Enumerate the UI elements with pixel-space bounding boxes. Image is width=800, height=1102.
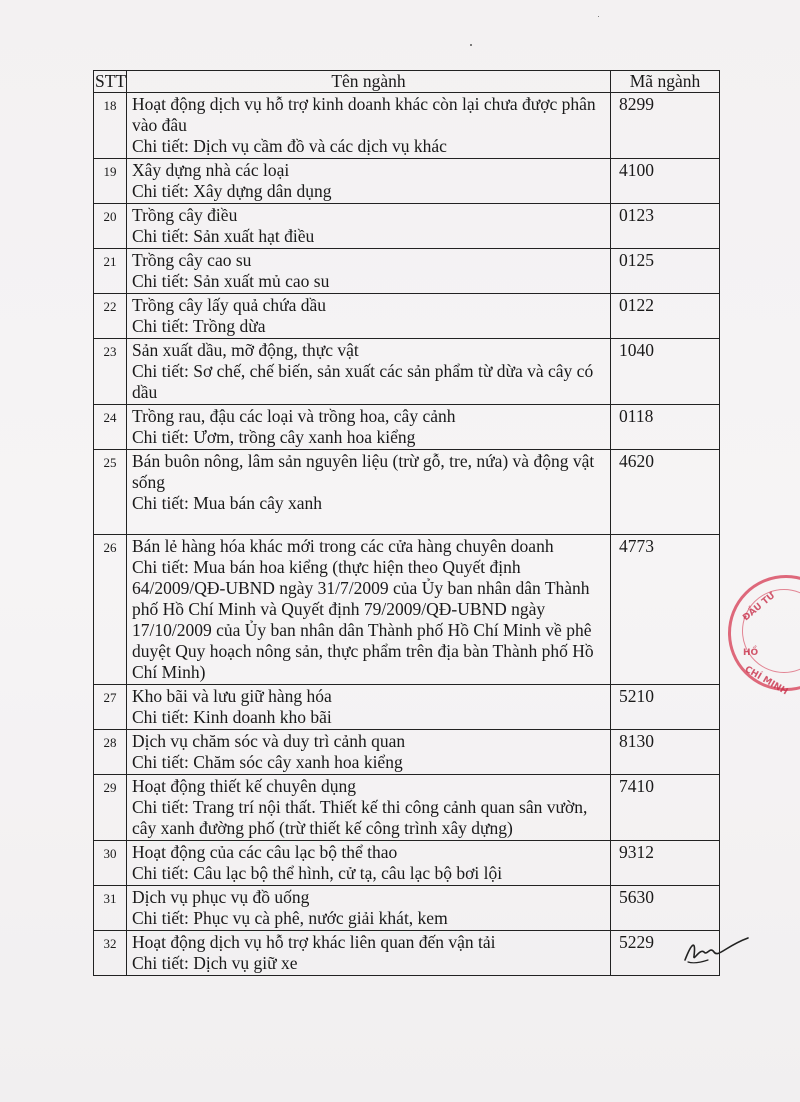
row-stt: 27 — [94, 685, 127, 730]
row-industry-name — [127, 931, 611, 976]
row-industry-name — [127, 775, 611, 841]
row-industry-name — [127, 450, 611, 535]
row-stt: 26 — [94, 535, 127, 685]
row-industry-code: 0125 — [611, 249, 720, 294]
row-detail-line: Chi tiết: Mua bán cây xanh — [132, 493, 323, 513]
seal-text-fragment: HỒ — [743, 648, 759, 658]
row-title-line: Xây dựng nhà các loại — [132, 160, 290, 180]
table-header-row — [94, 71, 720, 93]
row-industry-name — [127, 249, 611, 294]
row-industry-code: 8130 — [611, 730, 720, 775]
row-stt: 20 — [94, 204, 127, 249]
row-title-line: Trồng cây cao su — [132, 250, 252, 270]
row-industry-name — [127, 339, 611, 405]
row-detail-line: Chi tiết: Trang trí nội thất. Thiết kế thi công cảnh quan sân vườn, cây xanh đường phố (trừ thiết kế công trình xây dựng) — [132, 797, 588, 838]
row-industry-code: 4620 — [611, 450, 720, 535]
table-row — [94, 535, 720, 685]
handwritten-initials — [680, 932, 750, 968]
row-detail-line: Chi tiết: Mua bán hoa kiểng (thực hiện theo Quyết định 64/2009/QĐ-UBND ngày 31/7/2009 của Ủy ban nhân dân Thành phố Hồ Chí Minh và Quyết định 79/2009/QĐ-UBND ngày 17/10/2009 của Ủy ban nhân dân Thành phố Hồ Chí Minh về phê duyệt Quy hoạch nông sản, thực phẩm trên địa bàn Thành phố Hồ Chí Minh) — [132, 557, 594, 682]
row-title-line: Hoạt động thiết kế chuyên dụng — [132, 776, 357, 796]
row-stt: 28 — [94, 730, 127, 775]
row-stt: 22 — [94, 294, 127, 339]
table-row — [94, 159, 720, 204]
row-industry-code: 7410 — [611, 775, 720, 841]
row-industry-name — [127, 93, 611, 159]
row-title-line: Trồng cây điều — [132, 205, 238, 225]
row-title-line: Trồng cây lấy quả chứa dầu — [132, 295, 326, 315]
row-stt: 30 — [94, 841, 127, 886]
row-stt: 29 — [94, 775, 127, 841]
row-stt: 18 — [94, 93, 127, 159]
table-row — [94, 931, 720, 976]
row-stt: 31 — [94, 886, 127, 931]
table-row — [94, 294, 720, 339]
scan-speck — [470, 44, 472, 46]
row-detail-line: Chi tiết: Dịch vụ cầm đồ và các dịch vụ khác — [132, 136, 447, 156]
table-row — [94, 841, 720, 886]
row-detail-line: Chi tiết: Kinh doanh kho bãi — [132, 707, 332, 727]
row-title-line: Trồng rau, đậu các loại và trồng hoa, cây cảnh — [132, 406, 456, 426]
row-industry-name — [127, 886, 611, 931]
row-title-line: Kho bãi và lưu giữ hàng hóa — [132, 686, 332, 706]
row-stt: 19 — [94, 159, 127, 204]
row-title-line: Sản xuất dầu, mỡ động, thực vật — [132, 340, 359, 360]
business-lines-table — [93, 70, 720, 976]
header-industry-name: Tên ngành — [127, 71, 611, 93]
table-row — [94, 249, 720, 294]
row-industry-code: 0122 — [611, 294, 720, 339]
header-stt: STT — [95, 71, 127, 91]
row-industry-name — [127, 841, 611, 886]
table-row — [94, 730, 720, 775]
table-row — [94, 204, 720, 249]
row-detail-line: Chi tiết: Xây dựng dân dụng — [132, 181, 332, 201]
table-row — [94, 886, 720, 931]
row-title-line: Bán lẻ hàng hóa khác mới trong các cửa hàng chuyên doanh — [132, 536, 554, 556]
row-detail-line: Chi tiết: Sản xuất mủ cao su — [132, 271, 330, 291]
row-industry-name — [127, 294, 611, 339]
row-industry-code: 0118 — [611, 405, 720, 450]
seal-text-fragment: ĐẦU TƯ — [741, 590, 778, 624]
row-title-line: Hoạt động dịch vụ hỗ trợ khác liên quan đến vận tải — [132, 932, 496, 952]
row-detail-line: Chi tiết: Phục vụ cà phê, nước giải khát, kem — [132, 908, 448, 928]
table-row — [94, 339, 720, 405]
row-industry-code: 1040 — [611, 339, 720, 405]
row-industry-name — [127, 730, 611, 775]
seal-text-fragment: CHÍ MINH — [742, 664, 790, 698]
row-industry-code: 8299 — [611, 93, 720, 159]
row-title-line: Dịch vụ phục vụ đồ uống — [132, 887, 310, 907]
row-detail-line: Chi tiết: Sản xuất hạt điều — [132, 226, 315, 246]
row-industry-code: 4773 — [611, 535, 720, 685]
row-industry-code: 0123 — [611, 204, 720, 249]
row-detail-line: Chi tiết: Trồng dừa — [132, 316, 266, 336]
row-industry-name — [127, 159, 611, 204]
row-stt: 23 — [94, 339, 127, 405]
header-industry-code: Mã ngành — [611, 71, 720, 93]
row-industry-name — [127, 685, 611, 730]
table-row — [94, 93, 720, 159]
row-detail-line: Chi tiết: Dịch vụ giữ xe — [132, 953, 298, 973]
row-industry-code: 5229 — [611, 931, 720, 976]
table-row — [94, 775, 720, 841]
table-row — [94, 450, 720, 535]
table-row — [94, 685, 720, 730]
row-title-line: Dịch vụ chăm sóc và duy trì cảnh quan — [132, 731, 406, 751]
row-detail-line: Chi tiết: Sơ chế, chế biến, sản xuất các sản phẩm từ dừa và cây có dầu — [132, 361, 594, 402]
row-stt: 32 — [94, 931, 127, 976]
row-detail-line: Chi tiết: Ươm, trồng cây xanh hoa kiểng — [132, 427, 416, 447]
row-detail-line: Chi tiết: Câu lạc bộ thể hình, cử tạ, câu lạc bộ bơi lội — [132, 863, 503, 883]
row-title-line: Hoạt động của các câu lạc bộ thể thao — [132, 842, 398, 862]
row-stt: 21 — [94, 249, 127, 294]
row-industry-code: 5210 — [611, 685, 720, 730]
scan-speck — [598, 16, 599, 17]
row-stt: 25 — [94, 450, 127, 535]
row-title-line: Bán buôn nông, lâm sản nguyên liệu (trừ gỗ, tre, nứa) và động vật sống — [132, 451, 595, 492]
table-row — [94, 405, 720, 450]
row-industry-code: 9312 — [611, 841, 720, 886]
row-industry-code: 4100 — [611, 159, 720, 204]
row-stt: 24 — [94, 405, 127, 450]
row-title-line: Hoạt động dịch vụ hỗ trợ kinh doanh khác còn lại chưa được phân vào đâu — [132, 94, 596, 135]
row-industry-name — [127, 204, 611, 249]
row-industry-name — [127, 405, 611, 450]
row-detail-line: Chi tiết: Chăm sóc cây xanh hoa kiểng — [132, 752, 403, 772]
row-industry-name — [127, 535, 611, 685]
row-industry-code: 5630 — [611, 886, 720, 931]
